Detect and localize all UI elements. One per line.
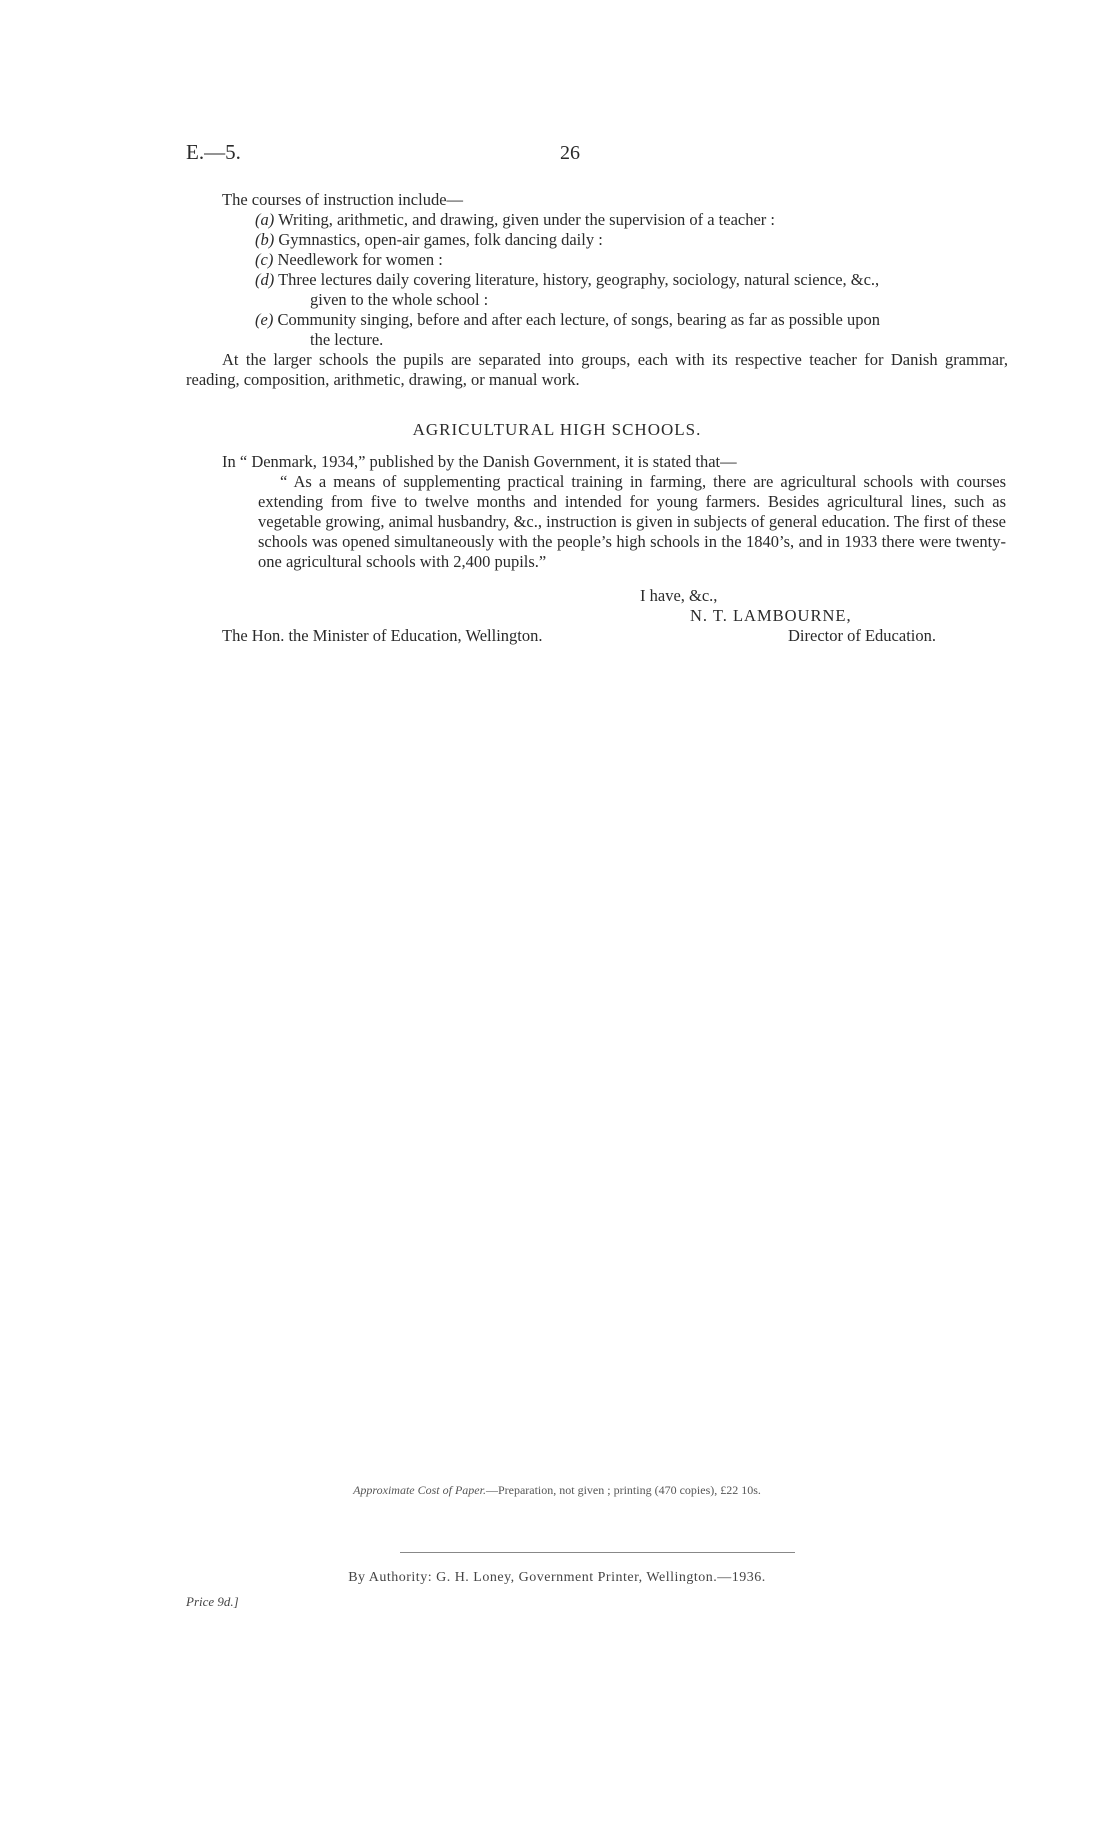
item-text: Community singing, before and after each lecture, of songs, bearing as far as possible upon bbox=[277, 310, 880, 329]
courses-intro: The courses of instruction include— bbox=[222, 190, 464, 209]
item-continuation: given to the whole school : bbox=[310, 290, 489, 309]
item-text: Writing, arithmetic, and drawing, given under the supervision of a teacher : bbox=[278, 210, 776, 229]
item-text: Needlework for women : bbox=[277, 250, 443, 269]
list-item bbox=[255, 270, 1015, 290]
footer-divider bbox=[400, 1552, 795, 1553]
printer-authority: By Authority: G. H. Loney, Government Printer, Wellington.—1936. bbox=[348, 1570, 766, 1585]
item-text: Three lectures daily covering literature, history, geography, sociology, natural science, &c., bbox=[278, 270, 880, 289]
item-continuation: the lecture. bbox=[310, 330, 384, 349]
larger-schools-paragraph: At the larger schools the pupils are separated into groups, each with its respective teacher for Danish grammar, reading, composition, arithmetic, drawing, or manual work. bbox=[186, 350, 1008, 389]
item-text: Gymnastics, open-air games, folk dancing daily : bbox=[278, 230, 603, 249]
item-label: (d) bbox=[255, 270, 275, 289]
page-number: 26 bbox=[560, 142, 580, 164]
cost-text: —Preparation, not given ; printing (470 copies), £22 10s. bbox=[485, 1483, 761, 1497]
list-item bbox=[255, 210, 1035, 230]
list-item bbox=[255, 230, 1035, 250]
signature-closing: I have, &c., bbox=[640, 586, 718, 605]
list-item bbox=[255, 250, 1035, 270]
section-title: AGRICULTURAL HIGH SCHOOLS. bbox=[412, 420, 702, 439]
cost-of-paper bbox=[0, 1483, 1114, 1498]
item-label: (a) bbox=[255, 210, 275, 229]
signature-title: Director of Education. bbox=[788, 626, 936, 645]
price: Price 9d.] bbox=[186, 1594, 239, 1609]
denmark-intro: In “ Denmark, 1934,” published by the Danish Government, it is stated that— bbox=[222, 452, 737, 471]
item-label: (c) bbox=[255, 250, 274, 269]
document-reference: E.—5. bbox=[186, 140, 241, 164]
cost-label: Approximate Cost of Paper. bbox=[353, 1483, 486, 1497]
signature-name: N. T. LAMBOURNE, bbox=[690, 606, 852, 625]
item-label: (e) bbox=[255, 310, 274, 329]
list-item bbox=[255, 310, 1015, 330]
quoted-passage: “ As a means of supplementing practical training in farming, there are agricultural schools with courses extending from five to twelve months and intended for young farmers. Besides agricultural lines, such as vegetable growing, animal husbandry, &c., instruction is given in subjects of general education. The first of these schools was opened simultaneously with the people’s high schools in the 1840’s, and in 1933 there were twenty-one agricultural schools with 2,400 pupils.” bbox=[258, 472, 1006, 571]
addressee: The Hon. the Minister of Education, Wellington. bbox=[222, 626, 543, 645]
item-label: (b) bbox=[255, 230, 275, 249]
